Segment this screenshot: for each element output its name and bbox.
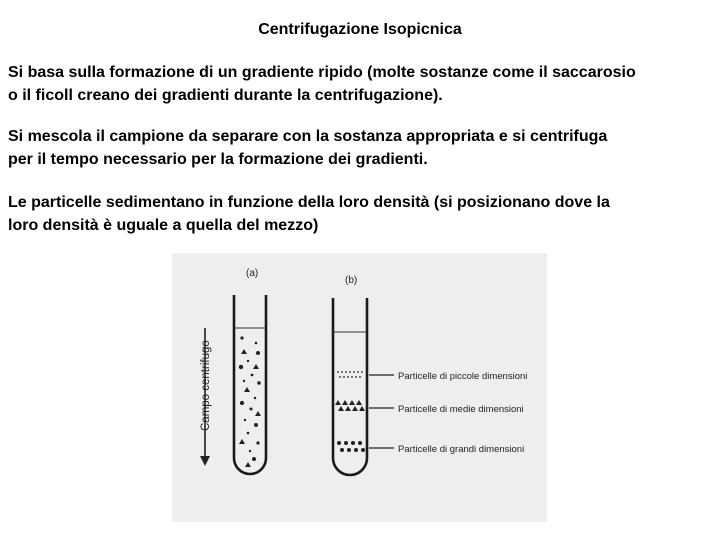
band-large-label: Particelle di grandi dimensioni <box>398 444 525 455</box>
paragraph-line: Si mescola il campione da separare con la sostanza appropriata e si centrifuga <box>8 128 608 145</box>
tube-a <box>234 295 266 474</box>
paragraph-line: loro densità è uguale a quella del mezzo) <box>8 217 319 234</box>
tube-a-particles <box>239 336 261 467</box>
page-title: Centrifugazione Isopicnica <box>258 21 462 38</box>
axis-label: Campo centrifugo <box>200 340 212 431</box>
band-large-particles <box>337 441 365 452</box>
band-medium-label: Particelle di medie dimensioni <box>398 404 524 415</box>
band-small-label: Particelle di piccole dimensioni <box>398 371 528 382</box>
paragraph-sample-mixing <box>8 125 720 171</box>
tube-a-label: (a) <box>246 268 259 279</box>
band-small-particles <box>337 371 363 378</box>
paragraph-line: Le particelle sedimentano in funzione della loro densità (si posizionano dove la <box>8 194 610 211</box>
centrifuge-diagram <box>172 253 547 522</box>
paragraph-gradient-formation <box>8 61 720 107</box>
paragraph-line: per il tempo necessario per la formazione dei gradienti. <box>8 151 428 168</box>
paragraph-line: Si basa sulla formazione di un gradiente ripido (molte sostanze come il saccarosio <box>8 64 636 81</box>
paragraph-sedimentation <box>8 191 720 237</box>
centrifuge-tubes-figure <box>172 253 547 522</box>
paragraph-line: o il ficoll creano dei gradienti durante la centrifugazione). <box>8 87 443 104</box>
tube-b-label: (b) <box>345 275 358 286</box>
band-medium-particles <box>335 400 365 411</box>
